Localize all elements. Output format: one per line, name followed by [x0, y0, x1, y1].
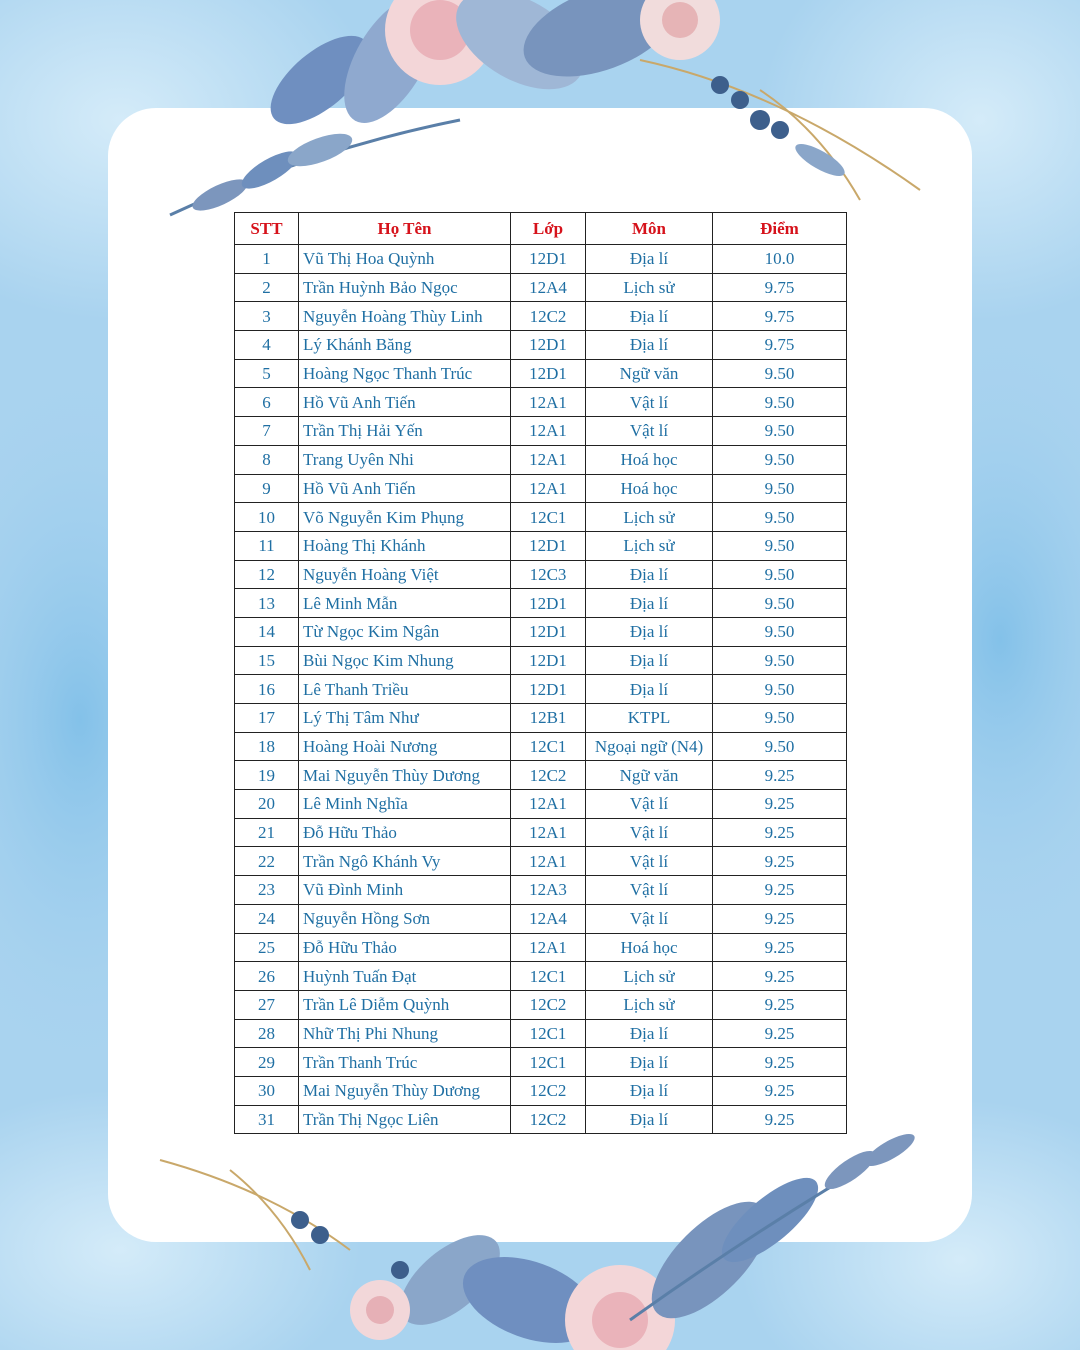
- table-row: [235, 904, 847, 933]
- table-row: [235, 876, 847, 905]
- cell-score: 9.50: [713, 503, 847, 532]
- cell-class: 12A1: [511, 818, 586, 847]
- cell-stt: 14: [235, 617, 299, 646]
- cell-score: 9.50: [713, 474, 847, 503]
- cell-subject: Hoá học: [586, 445, 713, 474]
- cell-score: 9.25: [713, 761, 847, 790]
- cell-class: 12A3: [511, 876, 586, 905]
- cell-stt: 1: [235, 245, 299, 274]
- cell-name: Nguyễn Hoàng Việt: [299, 560, 511, 589]
- cell-stt: 12: [235, 560, 299, 589]
- cell-stt: 26: [235, 962, 299, 991]
- cell-class: 12C1: [511, 1048, 586, 1077]
- cell-score: 9.50: [713, 704, 847, 733]
- cell-name: Hoàng Ngọc Thanh Trúc: [299, 359, 511, 388]
- cell-subject: Vật lí: [586, 388, 713, 417]
- table-row: [235, 933, 847, 962]
- table-row: [235, 646, 847, 675]
- cell-score: 9.50: [713, 646, 847, 675]
- table-row: [235, 790, 847, 819]
- cell-subject: Vật lí: [586, 904, 713, 933]
- cell-subject: Địa lí: [586, 1076, 713, 1105]
- table-row: [235, 445, 847, 474]
- cell-score: 9.50: [713, 732, 847, 761]
- cell-subject: Vật lí: [586, 790, 713, 819]
- cell-name: Trần Huỳnh Bảo Ngọc: [299, 273, 511, 302]
- table-row: [235, 589, 847, 618]
- cell-score: 9.25: [713, 847, 847, 876]
- cell-name: Vũ Thị Hoa Quỳnh: [299, 245, 511, 274]
- table-row: [235, 732, 847, 761]
- cell-stt: 9: [235, 474, 299, 503]
- cell-name: Trần Thị Ngọc Liên: [299, 1105, 511, 1134]
- table-header-row: [235, 213, 847, 245]
- cell-stt: 5: [235, 359, 299, 388]
- table-row: [235, 818, 847, 847]
- cell-name: Trần Ngô Khánh Vy: [299, 847, 511, 876]
- table-row: [235, 675, 847, 704]
- cell-subject: Lịch sử: [586, 531, 713, 560]
- cell-score: 9.50: [713, 617, 847, 646]
- cell-name: Nhữ Thị Phi Nhung: [299, 1019, 511, 1048]
- cell-subject: Lịch sử: [586, 962, 713, 991]
- cell-score: 9.50: [713, 388, 847, 417]
- cell-stt: 3: [235, 302, 299, 331]
- table-row: [235, 531, 847, 560]
- table-body: [235, 245, 847, 1134]
- cell-score: 9.75: [713, 273, 847, 302]
- cell-score: 9.50: [713, 560, 847, 589]
- table-row: [235, 302, 847, 331]
- cell-stt: 24: [235, 904, 299, 933]
- cell-class: 12D1: [511, 646, 586, 675]
- cell-name: Võ Nguyễn Kim Phụng: [299, 503, 511, 532]
- cell-name: Mai Nguyễn Thùy Dương: [299, 761, 511, 790]
- cell-name: Từ Ngọc Kim Ngân: [299, 617, 511, 646]
- cell-name: Hoàng Hoài Nương: [299, 732, 511, 761]
- cell-subject: Lịch sử: [586, 990, 713, 1019]
- cell-stt: 10: [235, 503, 299, 532]
- cell-stt: 19: [235, 761, 299, 790]
- cell-class: 12C3: [511, 560, 586, 589]
- cell-name: Lê Thanh Triều: [299, 675, 511, 704]
- cell-name: Nguyễn Hồng Sơn: [299, 904, 511, 933]
- cell-class: 12A1: [511, 445, 586, 474]
- cell-stt: 8: [235, 445, 299, 474]
- cell-subject: Địa lí: [586, 589, 713, 618]
- table-row: [235, 273, 847, 302]
- cell-score: 9.25: [713, 1076, 847, 1105]
- cell-class: 12D1: [511, 531, 586, 560]
- cell-class: 12C2: [511, 761, 586, 790]
- cell-stt: 7: [235, 417, 299, 446]
- cell-score: 9.50: [713, 675, 847, 704]
- cell-subject: KTPL: [586, 704, 713, 733]
- cell-score: 9.50: [713, 445, 847, 474]
- cell-score: 9.25: [713, 904, 847, 933]
- score-table: [234, 212, 847, 1134]
- cell-subject: Vật lí: [586, 847, 713, 876]
- cell-stt: 25: [235, 933, 299, 962]
- cell-stt: 30: [235, 1076, 299, 1105]
- cell-name: Vũ Đình Minh: [299, 876, 511, 905]
- cell-score: 9.25: [713, 1019, 847, 1048]
- header-score: Điểm: [713, 213, 847, 245]
- cell-class: 12B1: [511, 704, 586, 733]
- cell-stt: 4: [235, 331, 299, 360]
- cell-score: 9.25: [713, 790, 847, 819]
- cell-subject: Lịch sử: [586, 503, 713, 532]
- table-row: [235, 417, 847, 446]
- cell-class: 12A1: [511, 417, 586, 446]
- cell-class: 12D1: [511, 359, 586, 388]
- cell-stt: 29: [235, 1048, 299, 1077]
- cell-class: 12C2: [511, 1076, 586, 1105]
- cell-stt: 17: [235, 704, 299, 733]
- cell-stt: 23: [235, 876, 299, 905]
- header-stt: STT: [235, 213, 299, 245]
- cell-class: 12C2: [511, 302, 586, 331]
- cell-class: 12A4: [511, 904, 586, 933]
- cell-stt: 22: [235, 847, 299, 876]
- cell-name: Mai Nguyễn Thùy Dương: [299, 1076, 511, 1105]
- table-row: [235, 1048, 847, 1077]
- cell-stt: 15: [235, 646, 299, 675]
- table-row: [235, 331, 847, 360]
- cell-subject: Địa lí: [586, 617, 713, 646]
- cell-class: 12C1: [511, 962, 586, 991]
- table-row: [235, 1076, 847, 1105]
- cell-stt: 11: [235, 531, 299, 560]
- cell-score: 9.75: [713, 302, 847, 331]
- cell-class: 12C1: [511, 732, 586, 761]
- cell-stt: 18: [235, 732, 299, 761]
- cell-score: 9.25: [713, 876, 847, 905]
- table-row: [235, 990, 847, 1019]
- table-row: [235, 359, 847, 388]
- table-row: [235, 388, 847, 417]
- cell-stt: 6: [235, 388, 299, 417]
- header-class: Lớp: [511, 213, 586, 245]
- cell-subject: Hoá học: [586, 474, 713, 503]
- cell-class: 12A1: [511, 474, 586, 503]
- cell-subject: Địa lí: [586, 646, 713, 675]
- cell-stt: 20: [235, 790, 299, 819]
- cell-class: 12A1: [511, 933, 586, 962]
- cell-name: Lê Minh Mẫn: [299, 589, 511, 618]
- table-row: [235, 1019, 847, 1048]
- cell-stt: 31: [235, 1105, 299, 1134]
- table-row: [235, 560, 847, 589]
- cell-name: Trần Thanh Trúc: [299, 1048, 511, 1077]
- cell-score: 9.75: [713, 331, 847, 360]
- cell-subject: Hoá học: [586, 933, 713, 962]
- cell-name: Đỗ Hữu Thảo: [299, 818, 511, 847]
- cell-subject: Địa lí: [586, 1048, 713, 1077]
- cell-subject: Địa lí: [586, 1105, 713, 1134]
- cell-class: 12C1: [511, 1019, 586, 1048]
- cell-score: 10.0: [713, 245, 847, 274]
- cell-score: 9.25: [713, 933, 847, 962]
- cell-stt: 13: [235, 589, 299, 618]
- cell-subject: Vật lí: [586, 876, 713, 905]
- cell-subject: Địa lí: [586, 560, 713, 589]
- cell-name: Lê Minh Nghĩa: [299, 790, 511, 819]
- table-row: [235, 704, 847, 733]
- cell-name: Trần Thị Hải Yến: [299, 417, 511, 446]
- table-row: [235, 245, 847, 274]
- cell-subject: Địa lí: [586, 331, 713, 360]
- cell-stt: 27: [235, 990, 299, 1019]
- cell-class: 12A4: [511, 273, 586, 302]
- cell-name: Huỳnh Tuấn Đạt: [299, 962, 511, 991]
- table-row: [235, 617, 847, 646]
- table-row: [235, 761, 847, 790]
- cell-subject: Địa lí: [586, 1019, 713, 1048]
- cell-name: Hồ Vũ Anh Tiến: [299, 474, 511, 503]
- cell-name: Hoàng Thị Khánh: [299, 531, 511, 560]
- cell-name: Bùi Ngọc Kim Nhung: [299, 646, 511, 675]
- cell-subject: Địa lí: [586, 675, 713, 704]
- header-subject: Môn: [586, 213, 713, 245]
- cell-stt: 16: [235, 675, 299, 704]
- cell-name: Lý Khánh Băng: [299, 331, 511, 360]
- cell-name: Trang Uyên Nhi: [299, 445, 511, 474]
- header-name: Họ Tên: [299, 213, 511, 245]
- cell-subject: Ngữ văn: [586, 761, 713, 790]
- cell-class: 12A1: [511, 790, 586, 819]
- cell-class: 12C1: [511, 503, 586, 532]
- cell-score: 9.50: [713, 359, 847, 388]
- cell-score: 9.25: [713, 1048, 847, 1077]
- cell-class: 12D1: [511, 589, 586, 618]
- cell-name: Đỗ Hữu Thảo: [299, 933, 511, 962]
- cell-name: Hồ Vũ Anh Tiến: [299, 388, 511, 417]
- cell-subject: Ngoại ngữ (N4): [586, 732, 713, 761]
- cell-stt: 28: [235, 1019, 299, 1048]
- cell-subject: Vật lí: [586, 818, 713, 847]
- cell-stt: 21: [235, 818, 299, 847]
- table-row: [235, 503, 847, 532]
- table-row: [235, 847, 847, 876]
- cell-class: 12C2: [511, 990, 586, 1019]
- cell-name: Trần Lê Diễm Quỳnh: [299, 990, 511, 1019]
- cell-class: 12A1: [511, 847, 586, 876]
- cell-subject: Lịch sử: [586, 273, 713, 302]
- cell-stt: 2: [235, 273, 299, 302]
- table-row: [235, 474, 847, 503]
- cell-name: Nguyễn Hoàng Thùy Linh: [299, 302, 511, 331]
- cell-score: 9.25: [713, 962, 847, 991]
- cell-subject: Địa lí: [586, 302, 713, 331]
- cell-class: 12D1: [511, 331, 586, 360]
- cell-name: Lý Thị Tâm Như: [299, 704, 511, 733]
- cell-class: 12C2: [511, 1105, 586, 1134]
- cell-class: 12D1: [511, 617, 586, 646]
- score-table-container: [234, 212, 846, 1134]
- cell-score: 9.50: [713, 589, 847, 618]
- table-row: [235, 1105, 847, 1134]
- cell-score: 9.50: [713, 531, 847, 560]
- cell-class: 12D1: [511, 245, 586, 274]
- table-row: [235, 962, 847, 991]
- cell-score: 9.25: [713, 1105, 847, 1134]
- cell-score: 9.25: [713, 990, 847, 1019]
- cell-subject: Vật lí: [586, 417, 713, 446]
- cell-class: 12D1: [511, 675, 586, 704]
- cell-class: 12A1: [511, 388, 586, 417]
- cell-subject: Địa lí: [586, 245, 713, 274]
- cell-subject: Ngữ văn: [586, 359, 713, 388]
- cell-score: 9.50: [713, 417, 847, 446]
- cell-score: 9.25: [713, 818, 847, 847]
